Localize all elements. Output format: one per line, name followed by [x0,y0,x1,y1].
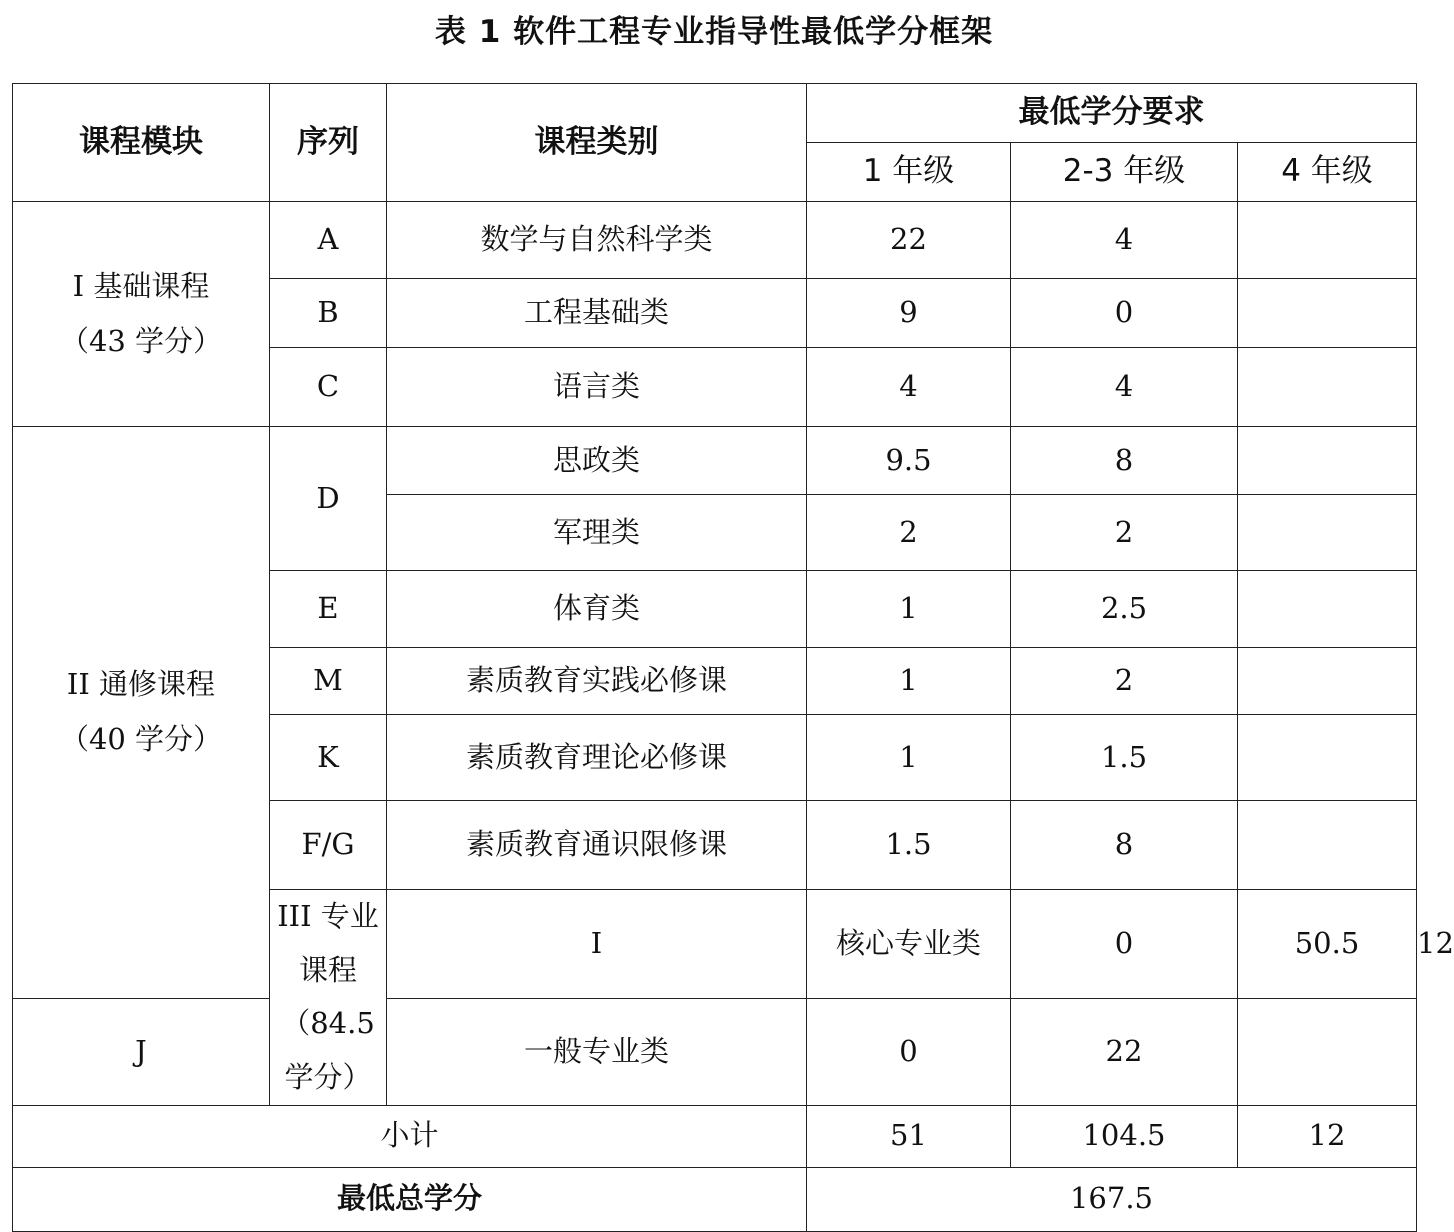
year1-cell: 22 [807,202,1011,279]
subtotal-label: 小计 [13,1105,807,1167]
category-cell: 素质教育实践必修课 [387,648,807,715]
table-row [13,998,1417,1105]
table-row: III 专业课程 （84.5 学分） I 核心专业类 0 50.5 12 [13,890,1417,999]
year1-cell: 0 [1011,890,1238,999]
module-credits: （84.5 学分） [281,1006,375,1094]
year4-cell [1238,427,1417,495]
year4-cell [1238,202,1417,279]
year23-cell: 4 [1011,348,1238,427]
year23-cell: 8 [1011,427,1238,495]
category-cell: 军理类 [387,495,807,571]
subtotal-year1: 51 [807,1105,1011,1167]
category-cell: 一般专业类 [387,998,807,1105]
total-value: 167.5 [807,1167,1417,1231]
year23-cell: 2 [1011,495,1238,571]
year1-cell: 1.5 [807,801,1011,890]
table-row [13,202,1417,279]
year4-cell [1238,998,1417,1105]
year4-cell [1238,495,1417,571]
seq-cell: J [13,998,270,1105]
year1-cell: 2 [807,495,1011,571]
subtotal-row [13,1105,1417,1167]
subtotal-year4: 12 [1238,1105,1417,1167]
header-module: 课程模块 [13,84,270,202]
category-cell: 语言类 [387,348,807,427]
year1-cell: 1 [807,648,1011,715]
seq-cell: M [270,648,387,715]
header-year4: 4 年级 [1238,143,1417,202]
header-year23: 2-3 年级 [1011,143,1238,202]
year23-cell: 1.5 [1011,715,1238,801]
year23-cell: 8 [1011,801,1238,890]
year23-cell: 4 [1011,202,1238,279]
year4-cell [1238,279,1417,348]
table-row [13,427,1417,495]
subtotal-year23: 104.5 [1011,1105,1238,1167]
seq-cell: I [387,890,807,999]
header-seq: 序列 [270,84,387,202]
seq-cell: B [270,279,387,348]
header-year1: 1 年级 [807,143,1011,202]
year23-cell: 22 [1011,998,1238,1105]
year4-cell [1238,571,1417,648]
year23-cell: 0 [1011,279,1238,348]
seq-cell: E [270,571,387,648]
module-name: II 通修课程 [66,667,216,702]
seq-cell: C [270,348,387,427]
module-major [270,890,387,1106]
year23-cell: 2 [1011,648,1238,715]
year23-cell: 2.5 [1011,571,1238,648]
total-label: 最低总学分 [13,1167,807,1231]
module-name: III 专业课程 [277,899,379,987]
year4-cell [1238,348,1417,427]
module-basic [13,202,270,427]
year1-cell: 1 [807,571,1011,648]
category-cell: 素质教育通识限修课 [387,801,807,890]
total-row [13,1167,1417,1231]
year4-cell [1238,715,1417,801]
category-cell: 核心专业类 [807,890,1011,999]
year1-cell: 1 [807,715,1011,801]
year4-cell [1238,801,1417,890]
category-cell: 数学与自然科学类 [387,202,807,279]
header-category: 课程类别 [387,84,807,202]
seq-cell: F/G [270,801,387,890]
year1-cell: 4 [807,348,1011,427]
module-name: I 基础课程 [72,268,210,303]
year1-cell: 0 [807,998,1011,1105]
seq-cell: A [270,202,387,279]
header-min-credit: 最低学分要求 [807,84,1417,143]
module-credits: （40 学分） [59,722,223,757]
category-cell: 体育类 [387,571,807,648]
year1-cell: 9.5 [807,427,1011,495]
year23-cell: 50.5 [1238,890,1417,999]
table-title: 表 1 软件工程专业指导性最低学分框架 [434,14,994,50]
category-cell: 思政类 [387,427,807,495]
year1-cell: 9 [807,279,1011,348]
module-credits: （43 学分） [59,324,223,358]
year4-cell [1238,648,1417,715]
module-general [13,427,270,999]
credit-table [12,83,1454,1232]
category-cell: 工程基础类 [387,279,807,348]
category-cell: 素质教育理论必修课 [387,715,807,801]
seq-cell: D [270,427,387,571]
header-row [13,84,1417,143]
seq-cell: K [270,715,387,801]
